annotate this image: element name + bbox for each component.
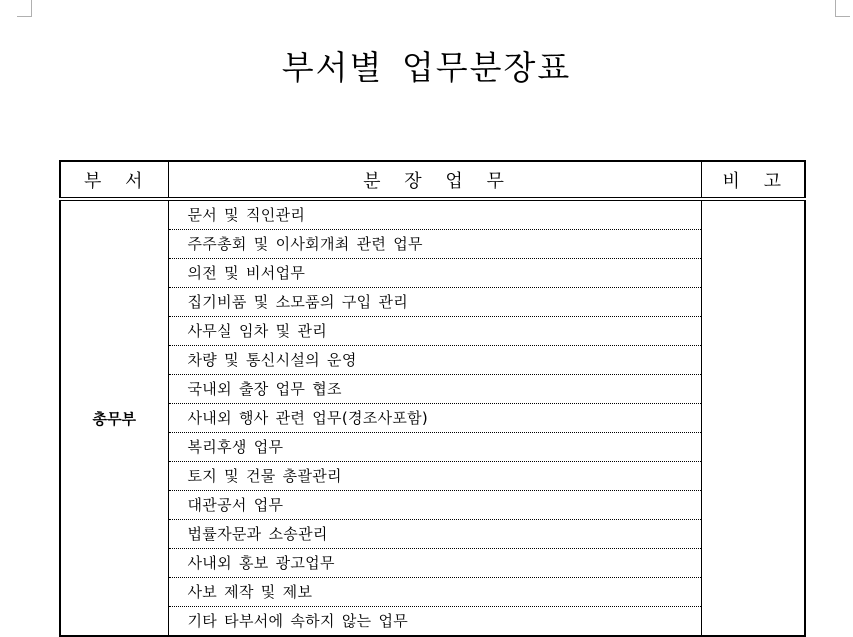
page-title: 부서별 업무분장표 <box>281 48 572 87</box>
duty-item: 사무실 임차 및 관리 <box>168 317 701 346</box>
table-row <box>60 404 805 433</box>
duty-item: 토지 및 건물 총괄관리 <box>168 462 701 491</box>
table-row <box>60 259 805 288</box>
duty-item: 의전 및 비서업무 <box>168 259 701 288</box>
duty-item: 국내외 출장 업무 협조 <box>168 375 701 404</box>
duty-item: 대관공서 업무 <box>168 491 701 520</box>
table-row <box>60 375 805 404</box>
duty-assignment-table <box>59 160 806 637</box>
duty-item: 기타 타부서에 속하지 않는 업무 <box>168 607 701 637</box>
duty-item: 차량 및 통신시설의 운영 <box>168 346 701 375</box>
table-header-row <box>60 161 805 199</box>
table-row <box>60 462 805 491</box>
duty-item: 법률자문과 소송관리 <box>168 520 701 549</box>
table-row <box>60 317 805 346</box>
duty-item: 집기비품 및 소모품의 구입 관리 <box>168 288 701 317</box>
duty-item: 문서 및 직인관리 <box>168 199 701 230</box>
table-row <box>60 433 805 462</box>
table-row <box>60 491 805 520</box>
duty-item: 사내외 홍보 광고업무 <box>168 549 701 578</box>
table-row <box>60 346 805 375</box>
table-row <box>60 607 805 637</box>
page-corner-mark-left <box>17 0 32 17</box>
table-row <box>60 520 805 549</box>
department-cell: 총무부 <box>60 199 168 636</box>
duty-item: 복리후생 업무 <box>168 433 701 462</box>
header-department: 부 서 <box>60 161 168 199</box>
page-corner-mark-right <box>835 0 850 17</box>
table-row <box>60 199 805 230</box>
duty-item: 사내외 행사 관련 업무(경조사포함) <box>168 404 701 433</box>
duty-item: 사보 제작 및 제보 <box>168 578 701 607</box>
note-cell <box>701 199 805 636</box>
table-row <box>60 549 805 578</box>
header-duties: 분 장 업 무 <box>168 161 701 199</box>
header-note: 비 고 <box>701 161 805 199</box>
table-row <box>60 578 805 607</box>
table-row <box>60 230 805 259</box>
table-row <box>60 288 805 317</box>
duty-item: 주주총회 및 이사회개최 관련 업무 <box>168 230 701 259</box>
